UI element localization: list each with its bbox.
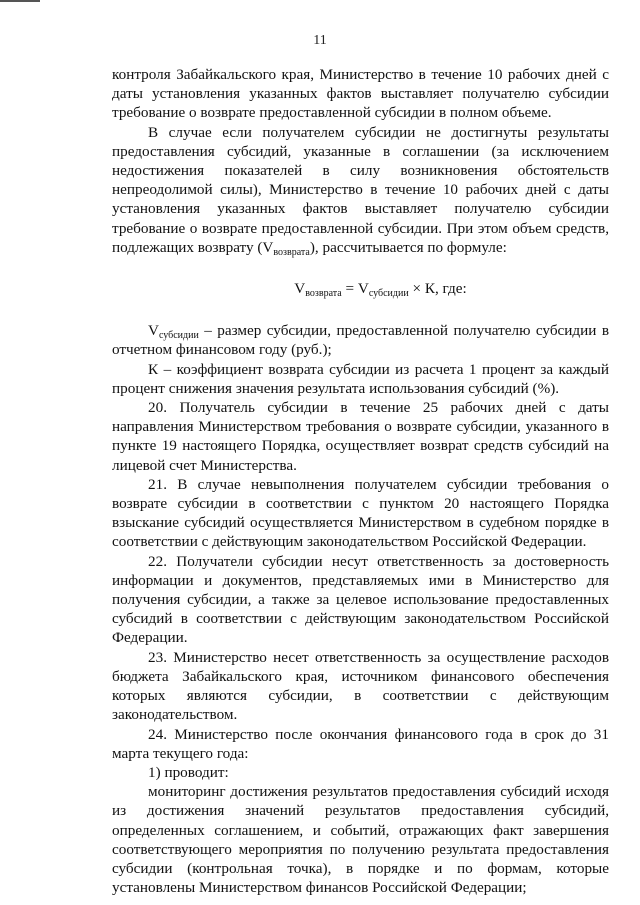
clause-24-item-1: 1) проводит: xyxy=(148,763,229,781)
page-number: 11 xyxy=(313,33,327,48)
definition-v-subsidy xyxy=(112,321,609,359)
formula-rest: × К, где: xyxy=(408,280,467,298)
definition-v-symbol: V xyxy=(148,322,159,340)
clause-23: 23. Министерство несет ответственность за осуществление расходов бюджета Забайкальского края, источником финансового обеспечения которых являются субсидии, в соответствии с действующим законодательством. xyxy=(112,648,609,724)
clause-20: 20. Получатель субсидии в течение 25 рабочих дней с даты направления Министерством требования о возврате субсидии, указанного в пункте 19 настоящего Порядка, осуществляет возврат средств субсидий на лицевой счет Министерства. xyxy=(112,399,609,474)
definition-k: К – коэффициент возврата субсидии из расчета 1 процент за каждый процент снижения значения результата использования субсидий (%). xyxy=(112,360,609,397)
paragraph-return-rule xyxy=(112,123,609,257)
formula-sub-subsidy: субсидии xyxy=(368,288,409,300)
clause-22: 22. Получатели субсидии несут ответственность за достоверность информации и документов, представляемых ими в Министерство для получения субсидии, а также за целевое использование предоставленных субсидий в соответствии с действующим законодательством Российской Федерации. xyxy=(112,552,609,647)
clause-24-monitoring: мониторинг достижения результатов предоставления субсидий исходя из достижения значений результатов предоставления субсидий, определенных соглашением, и событий, отражающих факт завершения соответствующего мероприятия по получению результата предоставления субсидии (контрольная точка), в порядке и по формам, которые установлены Министерством финансов Российской Федерации; xyxy=(112,783,609,897)
formula-v: V xyxy=(294,280,306,298)
subscript-return: возврата xyxy=(273,246,310,258)
clause-21: 21. В случае невыполнения получателем субсидии требования о возврате субсидии в соответствии с пунктом 20 настоящего Порядка взыскание субсидий осуществляется Министерством в судебном порядке в соответствии с действующим законодательством Российской Федерации. xyxy=(112,475,609,551)
paragraph-return-rule-end: ), рассчитывается по формуле: xyxy=(309,238,507,256)
document-body xyxy=(112,65,609,897)
paragraph-return-rule-text: В случае если получателем субсидии не достигнуты результаты предоставления субсидий, указанные в соглашении (за исключением недостижения показателей в силу возникновения обстоятельств непреодолимой силы), Министерство в течение 10 рабочих дней с даты установления указанных фактов выставляет получателю субсидии требование о возврате предоставленной субсидии. При этом объем средств, подлежащих возврату (V xyxy=(112,123,609,256)
formula xyxy=(112,279,609,298)
clause-24: 24. Министерство после окончания финансового года в срок до 31 марта текущего года: xyxy=(112,725,609,762)
formula-eq: = V xyxy=(341,280,369,298)
definition-v-text: – размер субсидии, предоставленной получателю субсидии в отчетном финансовом году (руб.); xyxy=(112,322,609,359)
formula-sub-return: возврата xyxy=(305,288,342,300)
scan-edge-mark xyxy=(0,0,40,2)
definition-v-sub: субсидии xyxy=(158,330,199,342)
paragraph-continuation: контроля Забайкальского края, Министерство в течение 10 рабочих дней с даты установления указанных фактов выставляет получателю субсидии требование о возврате предоставленной субсидии в полном объеме. xyxy=(112,66,609,122)
